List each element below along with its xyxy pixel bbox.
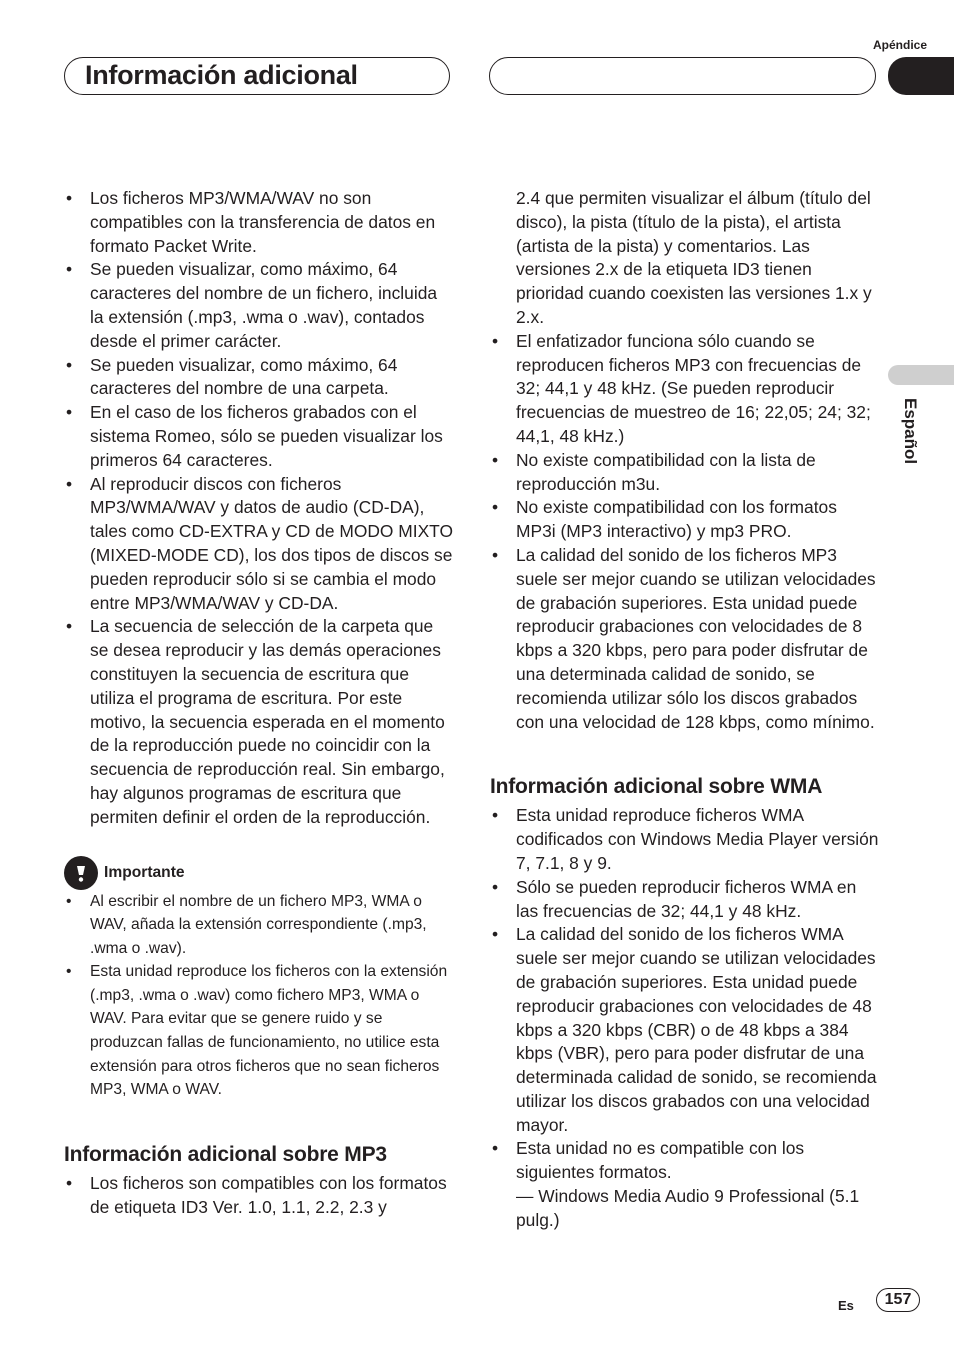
list-item: • La calidad del sonido de los ficheros WMA suele ser mejor cuando se utilizan velocidades de grabación superiores. Esta unidad puede reproducir grabaciones con velocidades de 48 kbps a 320 kbps (CBR) o de 48 kbps a 384 kbps (VBR), pero para poder disfrutar de una determinada calidad de sonido, se recomienda utilizar los discos grabados con una velocidad mayor.: [490, 923, 880, 1137]
list-item: • Esta unidad reproduce ficheros WMA codificados con Windows Media Player versión 7, 7.1, 8 y 9.: [490, 804, 880, 875]
list-item: • La calidad del sonido de los ficheros MP3 suele ser mejor cuando se utilizan velocidades de grabación superiores. Esta unidad puede reproducir grabaciones con velocidades de 8 kbps a 320 kbps, pero para poder disfrutar de una determinada calidad de sonido, se recomienda utilizar sólo los discos grabados con una velocidad de 128 kbps, como mínimo.: [490, 544, 880, 734]
general-list: [64, 187, 454, 830]
page-title: Información adicional: [85, 60, 358, 90]
list-item: • Esta unidad no es compatible con los siguientes formatos.: [490, 1137, 880, 1185]
mp3-list-continued: [490, 330, 880, 735]
list-item: • Se pueden visualizar, como máximo, 64 caracteres del nombre de una carpeta.: [64, 354, 454, 402]
list-item: • Se pueden visualizar, como máximo, 64 caracteres del nombre de un fichero, incluida la extensión (.mp3, .wma o .wav), contados desde el primer carácter.: [64, 258, 454, 353]
list-item: • El enfatizador funciona sólo cuando se reproducen ficheros MP3 con frecuencias de 32; 44,1 y 48 kHz. (Se pueden reproducir frecuencias de muestreo de 16; 22,05; 24; 32; 44,1, 48 kHz.): [490, 330, 880, 449]
language-tab-marker: [888, 365, 954, 385]
language-tab: [892, 398, 932, 488]
list-item: • No existe compatibilidad con los formatos MP3i (MP3 interactivo) y mp3 PRO.: [490, 496, 880, 544]
important-list: [64, 890, 454, 1102]
wma-heading: Información adicional sobre WMA: [490, 775, 823, 799]
important-label: Importante: [104, 863, 185, 881]
header-empty-box: [489, 57, 876, 95]
mp3-heading: Información adicional sobre MP3: [64, 1142, 387, 1166]
page-number: 157: [876, 1288, 920, 1312]
language-label: Español: [901, 398, 920, 465]
important-icon: [64, 856, 98, 890]
list-item: • Los ficheros son compatibles con los formatos de etiqueta ID3 Ver. 1.0, 1.1, 2.2, 2.3 y: [64, 1172, 454, 1220]
list-item: • Los ficheros MP3/WMA/WAV no son compatibles con la transferencia de datos en formato Packet Write.: [64, 187, 454, 258]
left-column: [64, 187, 454, 1219]
section-tab: [888, 57, 954, 95]
list-item: • Al escribir el nombre de un fichero MP3, WMA o WAV, añada la extensión correspondiente (.mp3, .wma o .wav).: [64, 890, 454, 961]
language-code: Es: [838, 1298, 854, 1313]
mp3-list: [64, 1172, 454, 1220]
section-label: Apéndice: [872, 38, 927, 52]
right-column: [490, 187, 880, 1233]
mp3-continuation: 2.4 que permiten visualizar el álbum (título del disco), la pista (título de la pista), el artista (artista de la pista) y comentarios. Las versiones 2.x de la etiqueta ID3 tienen prioridad cuando coexisten las versiones 1.x y 2.x.: [516, 188, 872, 327]
list-item: • Esta unidad reproduce los ficheros con la extensión (.mp3, .wma o .wav) como fichero MP3, WMA o WAV. Para evitar que se genere ruido y se produzcan fallas de funcionamiento, no utilice esta extensión para otros ficheros que no sean ficheros MP3, WMA o WAV.: [64, 960, 454, 1102]
list-item: • En el caso de los ficheros grabados con el sistema Romeo, sólo se pueden visualizar los primeros 64 caracteres.: [64, 401, 454, 472]
list-item: • Al reproducir discos con ficheros MP3/WMA/WAV y datos de audio (CD-DA), tales como CD-EXTRA y CD de MODO MIXTO (MIXED-MODE CD), los dos tipos de discos se pueden reproducir sólo si se cambia el modo entre MP3/WMA/WAV y CD-DA.: [64, 473, 454, 616]
list-item: • Sólo se pueden reproducir ficheros WMA en las frecuencias de 32; 44,1 y 48 kHz.: [490, 876, 880, 924]
list-item: • La secuencia de selección de la carpeta que se desea reproducir y las demás operaciones constituyen la secuencia de escritura que utiliza el programa de escritura. Por este motivo, la secuencia esperada en el momento de la reproducción puede no coincidir con la secuencia de reproducción real. Sin embargo, hay algunos programas de escritura que permiten definir el orden de la reproducción.: [64, 615, 454, 829]
wma-list: [490, 804, 880, 1185]
page-title-box: [64, 57, 450, 95]
wma-sub-item: — Windows Media Audio 9 Professional (5.1 pulg.): [516, 1186, 860, 1230]
important-header: [64, 856, 454, 890]
list-item: • No existe compatibilidad con la lista de reproducción m3u.: [490, 449, 880, 497]
